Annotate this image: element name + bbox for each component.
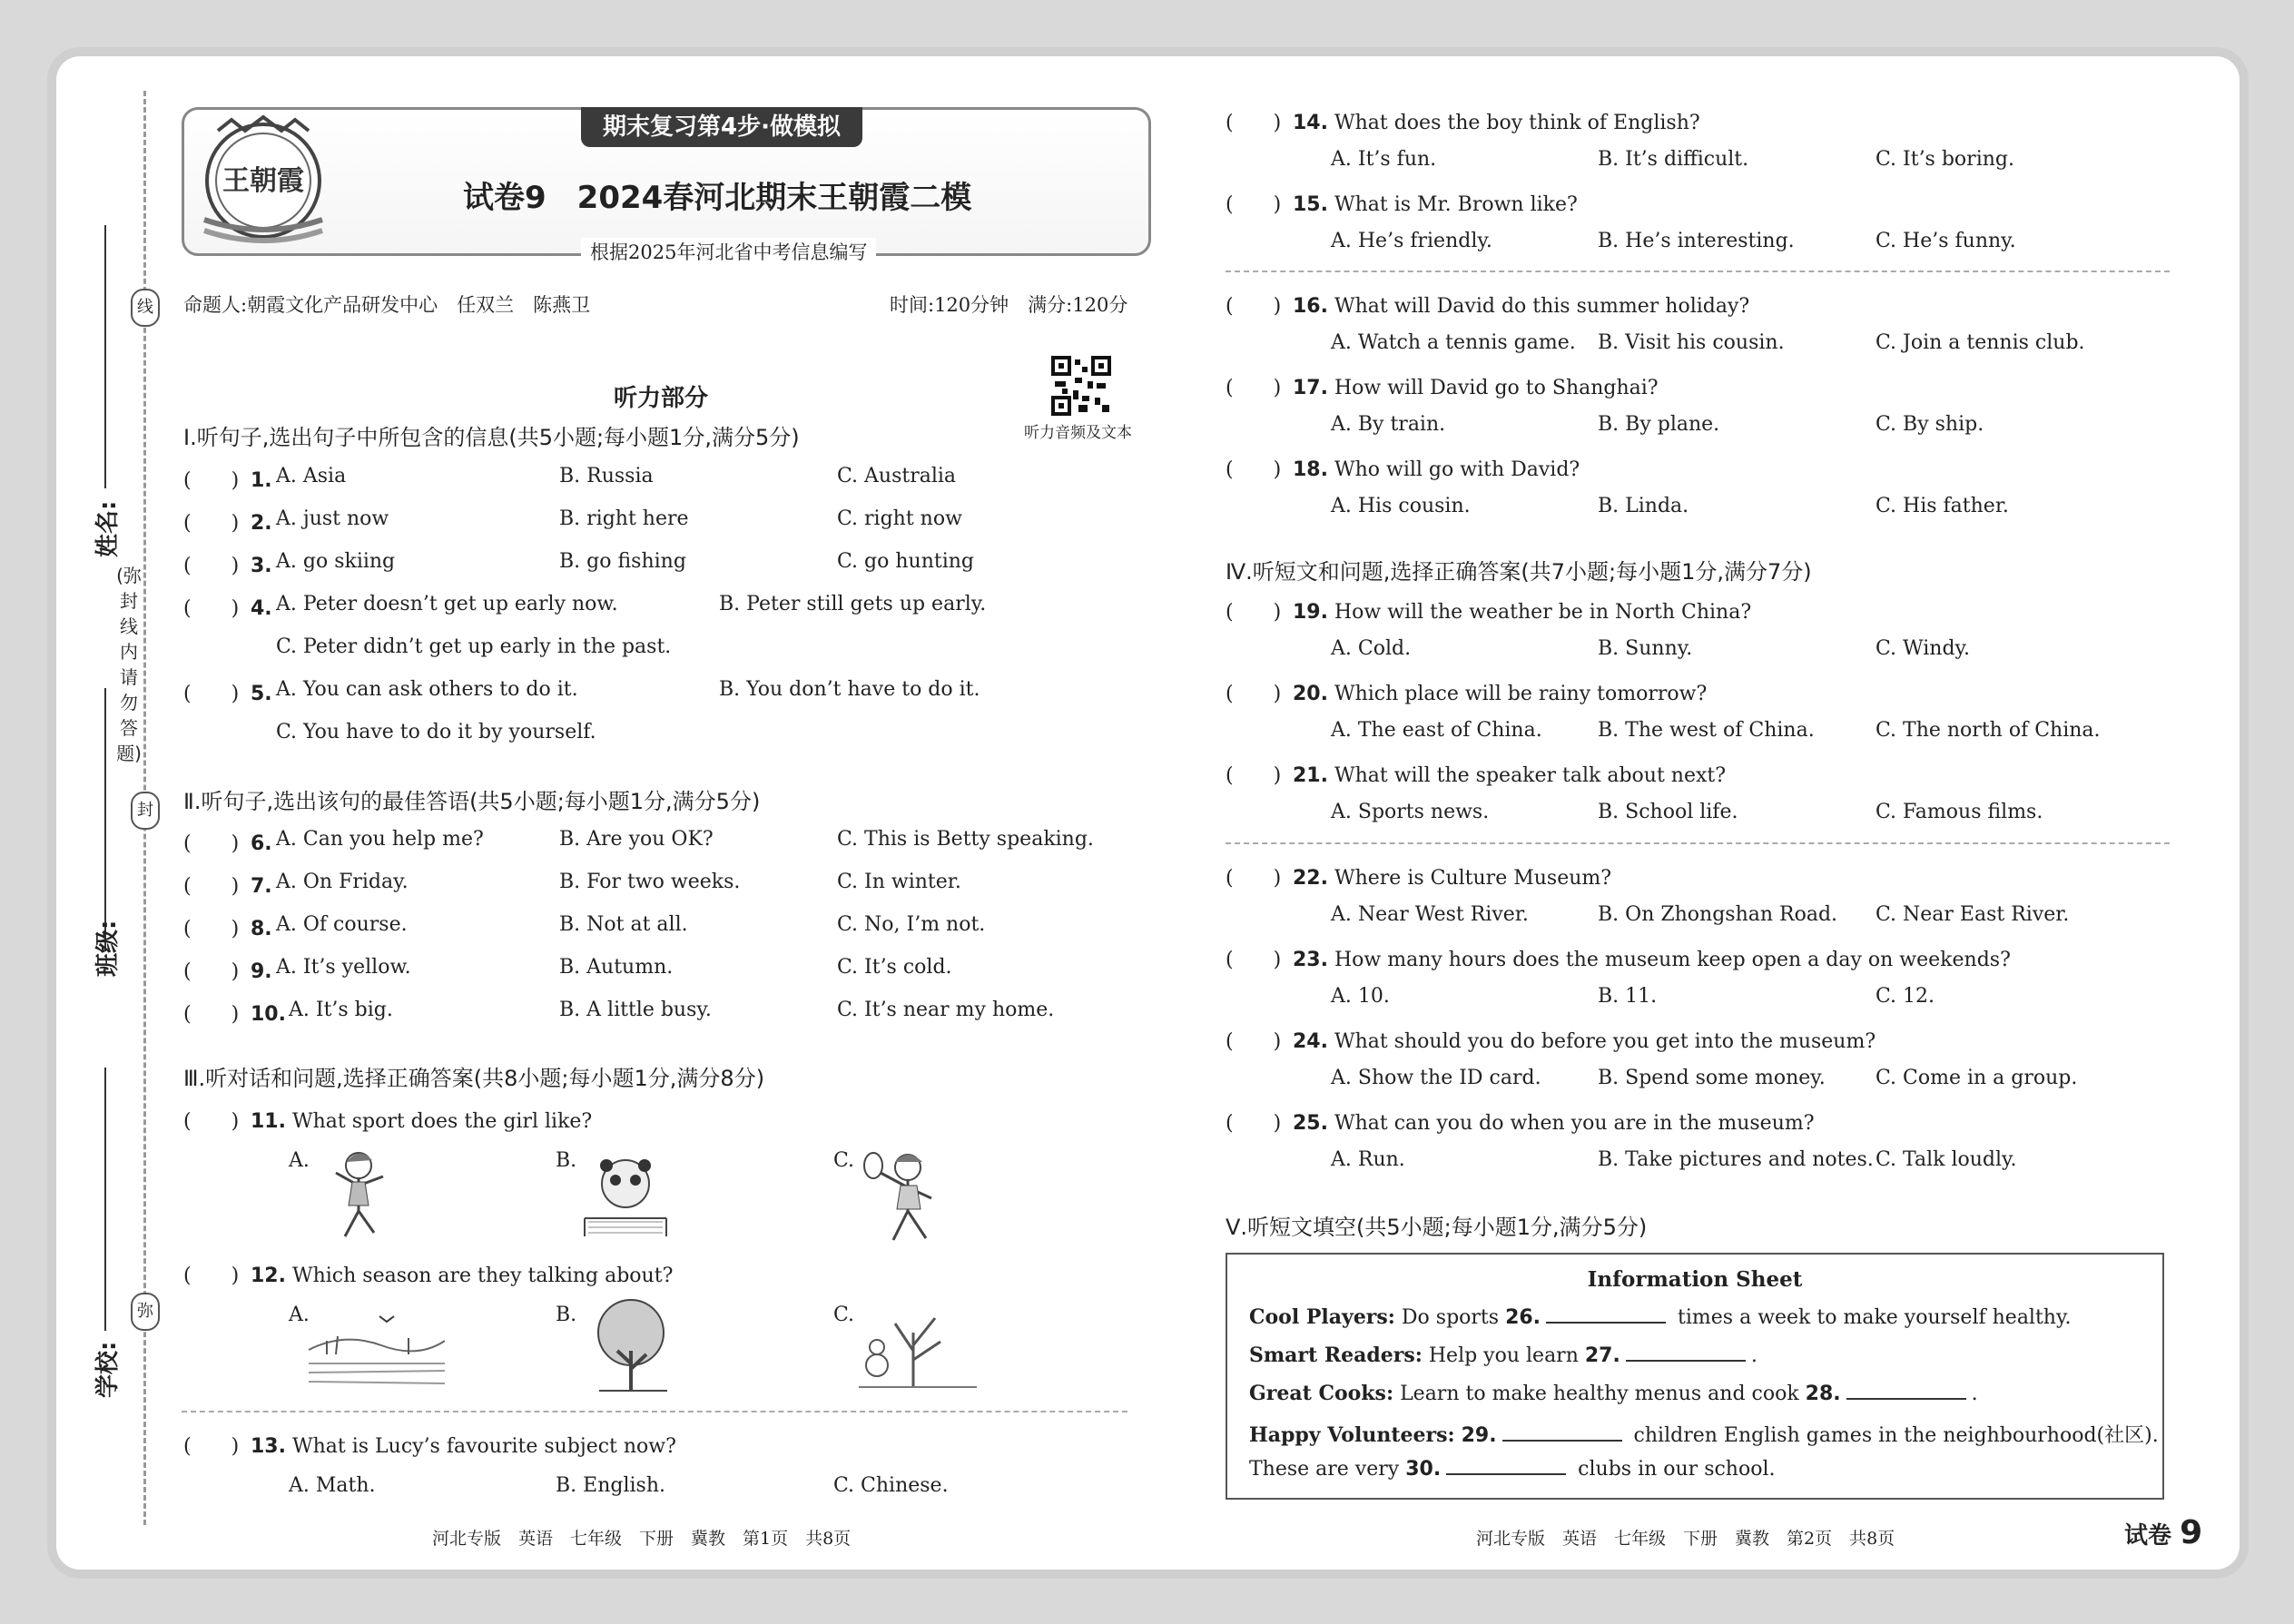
question-11[interactable]: ( ) 11. What sport does the girl like? xyxy=(183,1110,593,1133)
q15-option-c[interactable]: C. He’s funny. xyxy=(1876,230,2016,252)
authors: 命题人:朝霞文化产品研发中心 任双兰 陈燕卫 xyxy=(183,294,591,316)
blank-27[interactable] xyxy=(1626,1360,1746,1362)
spring-scene-image[interactable] xyxy=(309,1300,445,1391)
girl-jumping-image[interactable] xyxy=(309,1146,409,1245)
q24-option-c[interactable]: C. Come in a group. xyxy=(1876,1067,2078,1089)
time-score: 时间:120分钟 满分:120分 xyxy=(890,294,1128,316)
q19-option-b[interactable]: B. Sunny. xyxy=(1598,637,1693,660)
q25-option-a[interactable]: A. Run. xyxy=(1331,1148,1405,1171)
class-field[interactable] xyxy=(104,688,106,951)
q7-option-b[interactable]: B. For two weeks. xyxy=(559,871,741,893)
q8-option-a[interactable]: A. Of course. xyxy=(276,913,408,936)
mi-mark: 弥 xyxy=(131,1293,160,1331)
q9-option-c[interactable]: C. It’s cold. xyxy=(837,956,952,979)
q10-option-b[interactable]: B. A little busy. xyxy=(559,999,712,1021)
question-6[interactable]: ( ) 6. xyxy=(183,832,272,855)
footer-right: 河北专版 英语 七年级 下册 冀教 第2页 共8页 xyxy=(1476,1529,1895,1549)
q16-option-c[interactable]: C. Join a tennis club. xyxy=(1876,331,2085,354)
q8-option-c[interactable]: C. No, I’m not. xyxy=(837,913,986,936)
section-divider xyxy=(1226,842,2170,844)
blank-26[interactable] xyxy=(1546,1322,1666,1324)
svg-text:王朝霞: 王朝霞 xyxy=(222,165,304,197)
information-sheet xyxy=(1226,1253,2164,1500)
q13-option-a[interactable]: A. Math. xyxy=(289,1474,376,1497)
question-16[interactable]: ( ) 16. What will David do this summer holiday? xyxy=(1226,295,1750,318)
q22-option-b[interactable]: B. On Zhongshan Road. xyxy=(1598,903,1838,926)
question-8[interactable]: ( ) 8. xyxy=(183,918,272,940)
q13-option-b[interactable]: B. English. xyxy=(556,1474,665,1497)
q7-option-c[interactable]: C. In winter. xyxy=(837,871,961,893)
blank-28[interactable] xyxy=(1846,1398,1966,1400)
q1-option-b[interactable]: B. Russia xyxy=(559,465,654,487)
girl-badminton-image[interactable] xyxy=(853,1146,971,1245)
question-25[interactable]: ( ) 25. What can you do when you are in the museum? xyxy=(1226,1112,1815,1135)
section-1-title: Ⅰ.听句子,选出句子中所包含的信息(共5小题;每小题1分,满分5分) xyxy=(183,425,800,450)
class-label: 班级: xyxy=(94,920,122,977)
info-line-27: Smart Readers: Help you learn 27. . xyxy=(1249,1343,1757,1367)
q23-option-b[interactable]: B. 11. xyxy=(1598,985,1658,1008)
question-13[interactable]: ( ) 13. What is Lucy’s favourite subject now? xyxy=(183,1435,676,1458)
q15-option-a[interactable]: A. He’s friendly. xyxy=(1331,230,1492,252)
q5-option-c[interactable]: C. You have to do it by yourself. xyxy=(276,721,596,743)
q18-option-b[interactable]: B. Linda. xyxy=(1598,495,1689,517)
q3-option-a[interactable]: A. go skiing xyxy=(276,550,396,573)
q21-option-b[interactable]: B. School life. xyxy=(1598,801,1738,823)
paper-number: 试卷 9 xyxy=(2124,1514,2203,1551)
name-field[interactable] xyxy=(104,225,106,488)
question-3[interactable]: ( ) 3. xyxy=(183,555,272,577)
q9-option-b[interactable]: B. Autumn. xyxy=(559,956,674,979)
q12-option-a[interactable]: A. xyxy=(289,1304,310,1326)
section-divider xyxy=(1226,271,2170,272)
autumn-tree-image[interactable] xyxy=(581,1296,681,1394)
q6-option-c[interactable]: C. This is Betty speaking. xyxy=(837,828,1094,851)
q20-option-b[interactable]: B. The west of China. xyxy=(1598,719,1815,742)
info-line-29: Happy Volunteers: 29. children English games in the neighbourhood(社区). xyxy=(1249,1423,2159,1447)
q14-option-c[interactable]: C. It’s boring. xyxy=(1876,148,2014,171)
question-7[interactable]: ( ) 7. xyxy=(183,875,272,898)
q23-option-a[interactable]: A. 10. xyxy=(1331,985,1390,1008)
info-line-28: Great Cooks: Learn to make healthy menus and cook 28. . xyxy=(1249,1382,1978,1405)
question-1[interactable]: ( ) 1. xyxy=(183,469,272,492)
q9-option-a[interactable]: A. It’s yellow. xyxy=(276,956,411,979)
question-22[interactable]: ( ) 22. Where is Culture Museum? xyxy=(1226,867,1612,890)
school-field[interactable] xyxy=(104,1068,106,1331)
question-15[interactable]: ( ) 15. What is Mr. Brown like? xyxy=(1226,193,1578,216)
q24-option-a[interactable]: A. Show the ID card. xyxy=(1331,1067,1541,1089)
q14-option-a[interactable]: A. It’s fun. xyxy=(1331,148,1437,171)
q20-option-c[interactable]: C. The north of China. xyxy=(1876,719,2101,742)
q14-option-b[interactable]: B. It’s difficult. xyxy=(1598,148,1749,171)
section-4-title: Ⅳ.听短文和问题,选择正确答案(共7小题;每小题1分,满分7分) xyxy=(1226,559,1812,585)
q12-option-c[interactable]: C. xyxy=(833,1304,855,1326)
q19-option-a[interactable]: A. Cold. xyxy=(1331,637,1412,660)
q3-option-c[interactable]: C. go hunting xyxy=(837,550,974,573)
q21-option-a[interactable]: A. Sports news. xyxy=(1331,801,1490,823)
section-5-title: Ⅴ.听短文填空(共5小题;每小题1分,满分5分) xyxy=(1226,1215,1648,1240)
paper-subtitle: 根据2025年河北省中考信息编写 xyxy=(581,238,876,265)
q25-option-c[interactable]: C. Talk loudly. xyxy=(1876,1148,2017,1171)
q6-option-b[interactable]: B. Are you OK? xyxy=(559,828,714,851)
q3-option-b[interactable]: B. go fishing xyxy=(559,550,686,573)
question-9[interactable]: ( ) 9. xyxy=(183,960,272,983)
question-5[interactable]: ( ) 5. xyxy=(183,683,272,705)
panda-ball-image[interactable] xyxy=(576,1146,675,1245)
q2-option-a[interactable]: A. just now xyxy=(276,507,389,530)
info-line-30: These are very 30. clubs in our school. xyxy=(1249,1458,1776,1481)
q10-option-a[interactable]: A. It’s big. xyxy=(289,999,393,1021)
question-4[interactable]: ( ) 4. xyxy=(183,597,272,620)
q4-option-b[interactable]: B. Peter still gets up early. xyxy=(719,593,987,615)
q18-option-a[interactable]: A. His cousin. xyxy=(1331,495,1471,517)
q7-option-a[interactable]: A. On Friday. xyxy=(276,871,409,893)
section-divider xyxy=(182,1411,1127,1412)
q11-option-b[interactable]: B. xyxy=(556,1149,577,1172)
q13-option-c[interactable]: C. Chinese. xyxy=(833,1474,949,1497)
q2-option-c[interactable]: C. right now xyxy=(837,507,962,530)
question-12[interactable]: ( ) 12. Which season are they talking about? xyxy=(183,1265,674,1287)
question-10[interactable]: ( ) 10. xyxy=(183,1003,286,1026)
line-mark: 线 xyxy=(131,289,160,327)
q20-option-a[interactable]: A. The east of China. xyxy=(1331,719,1542,742)
qr-code-icon[interactable] xyxy=(1051,356,1111,416)
q2-option-b[interactable]: B. right here xyxy=(559,507,689,530)
footer-left: 河北专版 英语 七年级 下册 冀教 第1页 共8页 xyxy=(432,1529,852,1549)
q1-option-c[interactable]: C. Australia xyxy=(837,465,957,487)
q4-option-a[interactable]: A. Peter doesn’t get up early now. xyxy=(276,593,618,615)
q4-option-c[interactable]: C. Peter didn’t get up early in the past. xyxy=(276,635,672,658)
q6-option-a[interactable]: A. Can you help me? xyxy=(276,828,484,851)
q1-option-a[interactable]: A. Asia xyxy=(276,465,347,487)
question-24[interactable]: ( ) 24. What should you do before you get into the museum? xyxy=(1226,1030,1876,1053)
q11-option-c[interactable]: C. xyxy=(833,1149,855,1172)
paper-title: 试卷9 2024春河北期末王朝霞二模 xyxy=(463,180,972,216)
listening-part-title: 听力部分 xyxy=(614,385,709,412)
info-sheet-title: Information Sheet xyxy=(1587,1267,1803,1292)
winter-scene-image[interactable] xyxy=(859,1296,977,1394)
q23-option-c[interactable]: C. 12. xyxy=(1876,985,1935,1008)
section-2-title: Ⅱ.听句子,选出该句的最佳答语(共5小题;每小题1分,满分5分) xyxy=(183,789,761,814)
blank-30[interactable] xyxy=(1446,1473,1566,1475)
question-18[interactable]: ( ) 18. Who will go with David? xyxy=(1226,458,1580,481)
name-label: 姓名: xyxy=(94,500,122,557)
q22-option-a[interactable]: A. Near West River. xyxy=(1331,903,1529,926)
question-19[interactable]: ( ) 19. How will the weather be in North China? xyxy=(1226,601,1752,624)
q16-option-a[interactable]: A. Watch a tennis game. xyxy=(1331,331,1576,354)
wangzhaoxia-logo xyxy=(195,113,331,249)
q15-option-b[interactable]: B. He’s interesting. xyxy=(1598,230,1795,252)
question-2[interactable]: ( ) 2. xyxy=(183,512,272,535)
question-20[interactable]: ( ) 20. Which place will be rainy tomorrow? xyxy=(1226,683,1708,705)
q16-option-b[interactable]: B. Visit his cousin. xyxy=(1598,331,1785,354)
q25-option-b[interactable]: B. Take pictures and notes. xyxy=(1598,1148,1874,1171)
q10-option-c[interactable]: C. It’s near my home. xyxy=(837,999,1055,1021)
q12-option-b[interactable]: B. xyxy=(556,1304,577,1326)
q18-option-c[interactable]: C. His father. xyxy=(1876,495,2009,517)
q5-option-b[interactable]: B. You don’t have to do it. xyxy=(719,678,980,701)
q17-option-c[interactable]: C. By ship. xyxy=(1876,413,1984,436)
question-17[interactable]: ( ) 17. How will David go to Shanghai? xyxy=(1226,377,1659,399)
qr-label: 听力音频及文本 xyxy=(1024,424,1132,442)
seal-note: (弥封线内请勿答题) xyxy=(116,565,142,764)
q11-option-a[interactable]: A. xyxy=(289,1149,310,1172)
school-label: 学校: xyxy=(94,1341,122,1398)
section-3-title: Ⅲ.听对话和问题,选择正确答案(共8小题;每小题1分,满分8分) xyxy=(183,1066,765,1091)
question-23[interactable]: ( ) 23. How many hours does the museum keep open a day on weekends? xyxy=(1226,949,2011,971)
seal-mark: 封 xyxy=(131,792,160,830)
q8-option-b[interactable]: B. Not at all. xyxy=(559,913,688,936)
question-14[interactable]: ( ) 14. What does the boy think of English? xyxy=(1226,112,1700,134)
q24-option-b[interactable]: B. Spend some money. xyxy=(1598,1067,1826,1089)
question-21[interactable]: ( ) 21. What will the speaker talk about next? xyxy=(1226,764,1727,787)
info-line-26: Cool Players: Do sports 26. times a week to make yourself healthy. xyxy=(1249,1305,2072,1329)
q21-option-c[interactable]: C. Famous films. xyxy=(1876,801,2043,823)
q22-option-c[interactable]: C. Near East River. xyxy=(1876,903,2070,926)
review-step-tab: 期末复习第4步·做模拟 xyxy=(581,107,862,147)
q5-option-a[interactable]: A. You can ask others to do it. xyxy=(276,678,578,701)
q19-option-c[interactable]: C. Windy. xyxy=(1876,637,1971,660)
q17-option-b[interactable]: B. By plane. xyxy=(1598,413,1720,436)
blank-29[interactable] xyxy=(1502,1440,1622,1442)
q17-option-a[interactable]: A. By train. xyxy=(1331,413,1446,436)
